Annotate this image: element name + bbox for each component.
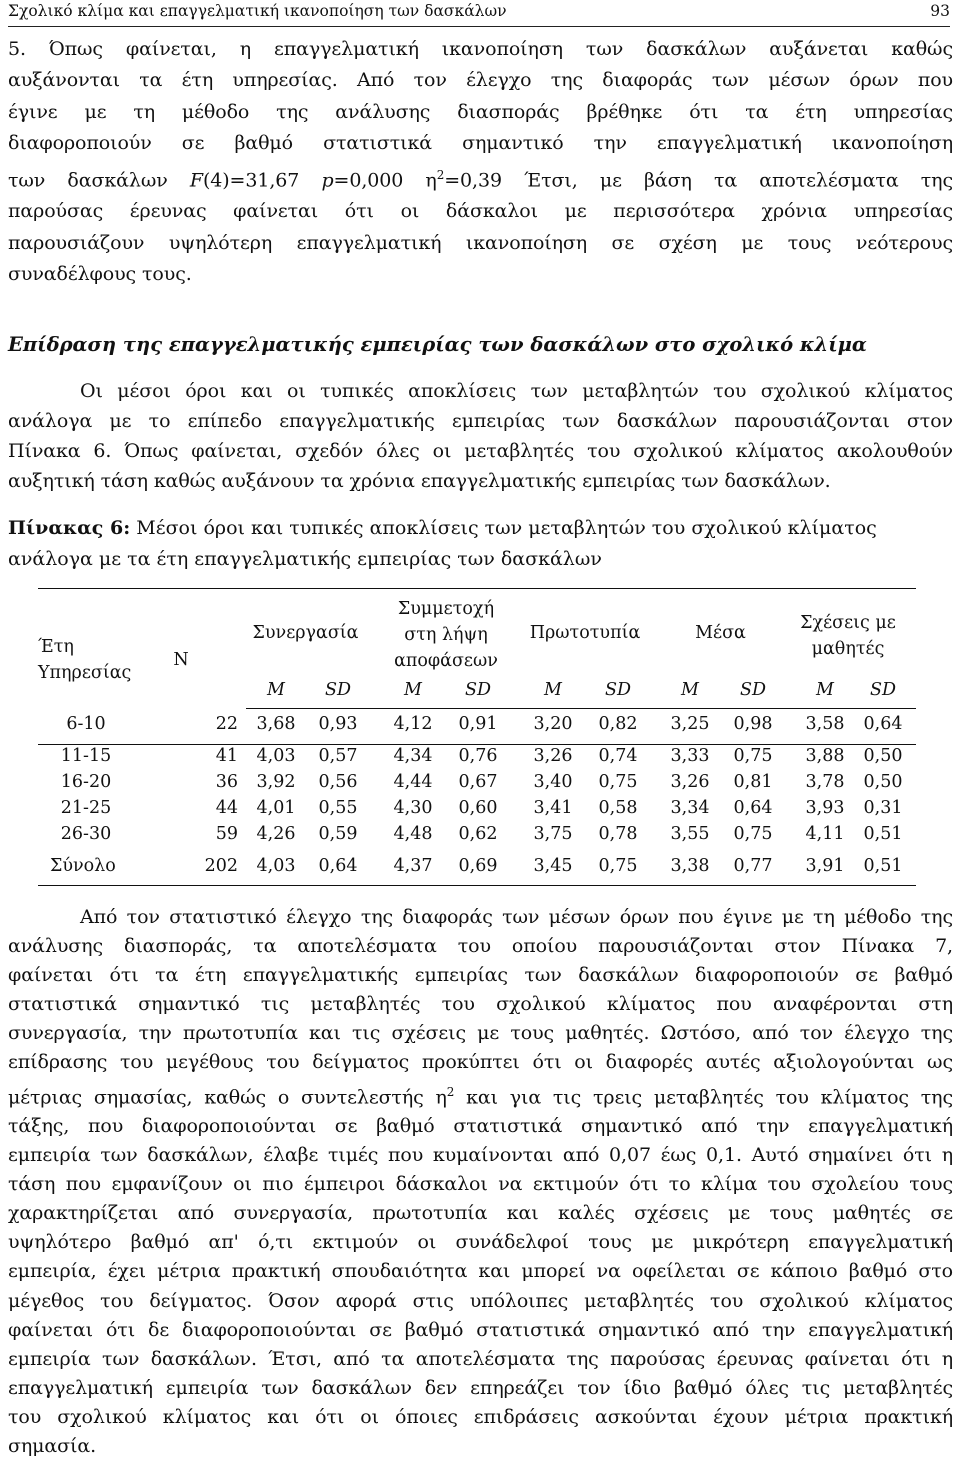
row-mean: 4,03 <box>256 746 296 766</box>
text-line: φαίνεται ότι τα έτη επαγγελματικής εμπειρίας των δασκάλων διαφοροποιούν σε βαθμό <box>8 964 953 987</box>
text-line <box>8 903 953 932</box>
superscript: 2 <box>446 1084 455 1099</box>
row-mean: 3,41 <box>533 798 573 818</box>
row-sd: 0,58 <box>598 798 638 818</box>
row-mean: 4,01 <box>256 798 296 818</box>
row-sd: 0,56 <box>318 772 358 792</box>
text-line: τάση που εμφανίζουν οι πιο έμπειροι δάσκαλοι να εκτιμούν ότι το κλίμα του σχολείου τους <box>8 1173 953 1196</box>
table-top-rule <box>38 588 916 589</box>
text-line: μέγεθος του δείγματος. Όσον αφορά στις υπόλοιπες μεταβλητές του σχολικού κλίματος <box>8 1289 953 1312</box>
row-sd: 0,75 <box>733 824 773 844</box>
header-line: στη λήψη <box>404 625 488 645</box>
row-sd: 0,60 <box>458 798 498 818</box>
row-mean: 3,26 <box>533 746 573 766</box>
text-run: =0,000 η <box>333 168 437 191</box>
paragraph-anova-results <box>8 903 953 1461</box>
text-run: των δασκάλων <box>8 168 190 191</box>
text-run: μέτριας σημασίας, καθώς ο συντελεστής η <box>8 1085 447 1108</box>
text-line: διαφοροποιούν σε βαθμό στατιστικά σημαντικό την επαγγελματική ικανοποίηση <box>8 132 953 155</box>
row-sd: 0,50 <box>863 772 903 792</box>
text-line: αυξητική τάση καθώς αυξάνουν τα χρόνια επαγγελματικής εμπειρίας των δασκάλων. <box>8 470 831 492</box>
text-run: Οι μέσοι όροι και οι τυπικές αποκλίσεις των μεταβλητών του σχολικού κλίματος <box>80 380 953 402</box>
header-line: μαθητές <box>811 639 885 659</box>
subheader-m: M <box>404 680 422 700</box>
superscript: 2 <box>436 167 445 182</box>
row-mean: 4,48 <box>393 824 433 844</box>
text-run: (4)=31,67 <box>202 168 322 191</box>
row-n: 41 <box>215 746 238 766</box>
row-mean: 3,26 <box>670 772 710 792</box>
row-sd: 0,57 <box>318 746 358 766</box>
text-run: =0,39 Έτσι, με βάση τα αποτελέσματα της <box>444 168 953 191</box>
text-line: φαίνεται ότι δε διαφοροποιούνται σε βαθμό στατιστικά σημαντικό από την επαγγελματική <box>8 1318 953 1341</box>
paragraph-table-intro <box>8 376 953 496</box>
header-line: Σχέσεις με <box>800 613 896 633</box>
row-n: 202 <box>204 856 238 876</box>
table-sub-rule <box>246 708 916 709</box>
row-mean: 3,45 <box>533 856 573 876</box>
subheader-sd: SD <box>604 680 632 700</box>
row-sd: 0,81 <box>733 772 773 792</box>
text-line: εμπειρία των δασκάλων, έλαβε τιμές που κυμαίνονται από 0,07 έως 0,1. Αυτό σημαίνει ότι η <box>8 1144 953 1167</box>
text-line: επαγγελματική εμπειρία των δασκάλων δεν επηρεάζει τον ίδιο βαθμό όλες τις μεταβλητές <box>8 1376 953 1399</box>
row-mean: 3,75 <box>533 824 573 844</box>
header-line: Υπηρεσίας <box>38 663 132 683</box>
row-sd: 0,78 <box>598 824 638 844</box>
caption-label: Πίνακας 6: <box>8 517 131 539</box>
row-sd: 0,82 <box>598 714 638 734</box>
text-line: παρούσας έρευνας φαίνεται ότι οι δάσκαλοι με περισσότερα χρόνια υπηρεσίας <box>8 200 953 223</box>
row-mean: 4,37 <box>393 856 433 876</box>
subheader-m: M <box>544 680 562 700</box>
row-mean: 3,40 <box>533 772 573 792</box>
column-header-student-relations <box>788 610 908 662</box>
text-line: του σχολικού κλίματος και ότι οι όποιες επιδράσεις ασκούνται έχουν μέτρια πρακτική <box>8 1405 953 1428</box>
row-mean: 3,91 <box>805 856 845 876</box>
text-line: υψηλότερο βαθμό απ' ό,τι εκτιμούν οι συνάδελφοί τους με μικρότερη επαγγελματική <box>8 1231 953 1254</box>
row-label: 16-20 <box>60 772 112 792</box>
table-bottom-rule <box>38 885 916 886</box>
text-line: σημασία. <box>8 1435 97 1458</box>
row-mean: 3,58 <box>805 714 845 734</box>
row-mean: 3,93 <box>805 798 845 818</box>
column-header-participation <box>381 596 511 674</box>
text-line: χαρακτηρίζεται από συνεργασία, πρωτοτυπία και καλές σχέσεις με τους μαθητές σε <box>8 1202 953 1225</box>
text-line <box>8 376 953 406</box>
subheader-sd: SD <box>464 680 492 700</box>
row-sd: 0,31 <box>863 798 903 818</box>
text-line: παρουσιάζουν υψηλότερη επαγγελματική ικανοποίηση σε σχέση με τους νεότερους <box>8 231 953 254</box>
row-mean: 4,12 <box>393 714 433 734</box>
subheader-sd: SD <box>869 680 897 700</box>
row-mean: 3,88 <box>805 746 845 766</box>
text-line: ανάλογα με το επίπεδο επαγγελματικής εμπειρίας των δασκάλων παρουσιάζονται στον <box>8 410 953 432</box>
row-mean: 3,34 <box>670 798 710 818</box>
row-sd: 0,50 <box>863 746 903 766</box>
text-line: εμπειρία, έχει μέτρια πρακτική σπουδαιότητα και μπορεί να οφείλεται σε κάποιο βαθμό στο <box>8 1260 953 1283</box>
row-sd: 0,93 <box>318 714 358 734</box>
row-mean: 3,38 <box>670 856 710 876</box>
text-run: και για τις τρεις μεταβλητές του κλίματος της <box>454 1085 953 1108</box>
page-number: 93 <box>930 2 950 20</box>
text-line-statistics <box>8 160 953 197</box>
row-mean: 4,30 <box>393 798 433 818</box>
row-mean: 3,55 <box>670 824 710 844</box>
row-sd: 0,67 <box>458 772 498 792</box>
text-line: 5. Όπως φαίνεται, η επαγγελματική ικανοποίηση των δασκάλων αυξάνεται καθώς <box>8 38 953 60</box>
text-line: Πίνακα 6. Όπως φαίνεται, σχεδόν όλες οι μεταβλητές του σχολικού κλίματος ακολουθούν <box>8 440 953 462</box>
text-line: τάξης, που διαφοροποιούνται σε βαθμό στατιστικά σημαντικό από την επαγγελματική <box>8 1114 953 1137</box>
row-label: 6-10 <box>66 714 106 734</box>
row-mean: 4,11 <box>805 824 845 844</box>
row-sd: 0,69 <box>458 856 498 876</box>
row-sd: 0,64 <box>863 714 903 734</box>
row-sd: 0,64 <box>733 798 773 818</box>
row-sd: 0,75 <box>598 772 638 792</box>
column-header-n: Ν <box>173 650 189 670</box>
row-mean: 3,92 <box>256 772 296 792</box>
subheader-m: M <box>816 680 834 700</box>
row-sd: 0,77 <box>733 856 773 876</box>
row-label: Σύνολο <box>50 856 116 876</box>
subheader-m: M <box>681 680 699 700</box>
column-header-years <box>38 634 148 686</box>
row-sd: 0,76 <box>458 746 498 766</box>
row-n: 36 <box>215 772 238 792</box>
text-line: αυξάνονται τα έτη υπηρεσίας. Από τον έλεγχο της διαφοράς των μέσων όρων που <box>8 69 953 92</box>
row-n: 44 <box>215 798 238 818</box>
running-header <box>8 2 950 27</box>
row-mean: 4,44 <box>393 772 433 792</box>
text-line: συναδέλφους τους. <box>8 263 192 286</box>
subheader-sd: SD <box>324 680 352 700</box>
row-sd: 0,51 <box>863 856 903 876</box>
row-sd: 0,91 <box>458 714 498 734</box>
row-mean: 3,68 <box>256 714 296 734</box>
subheader-m: M <box>267 680 285 700</box>
row-label: 21-25 <box>60 798 112 818</box>
header-line: Έτη <box>38 637 74 657</box>
text-line: στατιστικά σημαντικό τις μεταβλητές του σχολικού κλίματος που αναφέρονται στη <box>8 993 953 1016</box>
row-mean: 4,03 <box>256 856 296 876</box>
row-sd: 0,55 <box>318 798 358 818</box>
row-mean: 3,78 <box>805 772 845 792</box>
text-line-eta <box>8 1078 953 1112</box>
row-sd: 0,74 <box>598 746 638 766</box>
row-sd: 0,62 <box>458 824 498 844</box>
text-line: έγινε με τη μέθοδο της ανάλυσης διασποράς βρέθηκε ότι τα έτη υπηρεσίας <box>8 100 953 123</box>
running-title: Σχολικό κλίμα και επαγγελματική ικανοποίηση των δασκάλων <box>8 2 507 20</box>
row-mean: 4,34 <box>393 746 433 766</box>
caption-text: Μέσοι όροι και τυπικές αποκλίσεις των μεταβλητών του σχολικού κλίματος <box>130 517 877 539</box>
header-line: Συμμετοχή <box>397 599 495 619</box>
paragraph-professional-satisfaction <box>8 34 953 291</box>
row-label: 11-15 <box>60 746 112 766</box>
row-n: 59 <box>215 824 238 844</box>
text-line: εμπειρία των δασκάλων. Έτσι, από τα αποτελέσματα της παρούσας έρευνας φαίνεται ότι η <box>8 1347 953 1370</box>
row-sd: 0,75 <box>598 856 638 876</box>
text-line: ανάλυσης διασποράς, τα αποτελέσματα του οποίου παρουσιάζονται στον Πίνακα 7, <box>8 935 953 958</box>
subheader-sd: SD <box>739 680 767 700</box>
row-mean: 4,26 <box>256 824 296 844</box>
text-line: συνεργασία, την πρωτοτυπία και τις σχέσεις με τους μαθητές. Ωστόσο, από τον έλεγχο της <box>8 1022 953 1045</box>
row-sd: 0,75 <box>733 746 773 766</box>
table-caption <box>8 513 948 575</box>
text-line: επίδρασης του μεγέθους του δείγματος προκύπτει ότι οι διαφορές αυτές αξιολογούνται ως <box>8 1051 953 1074</box>
row-mean: 3,25 <box>670 714 710 734</box>
row-sd: 0,59 <box>318 824 358 844</box>
caption-line <box>8 513 948 544</box>
row-n: 22 <box>215 714 238 734</box>
header-line: αποφάσεων <box>394 651 498 671</box>
section-heading: Επίδραση της επαγγελματικής εμπειρίας των δασκάλων στο σχολικό κλίμα <box>8 333 867 356</box>
row-mean: 3,20 <box>533 714 573 734</box>
row-sd: 0,64 <box>318 856 358 876</box>
f-symbol: F <box>189 168 203 191</box>
text-run: Από τον στατιστικό έλεγχο της διαφοράς των μέσων όρων που έγινε με τη μέθοδο της <box>80 906 953 928</box>
row-sd: 0,98 <box>733 714 773 734</box>
caption-line: ανάλογα με τα έτη επαγγελματικής εμπειρίας των δασκάλων <box>8 548 602 570</box>
table-mid-rule <box>38 744 916 745</box>
row-mean: 3,33 <box>670 746 710 766</box>
p-symbol: p <box>321 168 334 191</box>
row-label: 26-30 <box>60 824 112 844</box>
column-header-innovation: Πρωτοτυπία <box>529 623 641 643</box>
column-header-cooperation: Συνεργασία <box>252 623 359 643</box>
row-sd: 0,51 <box>863 824 903 844</box>
column-header-resources: Μέσα <box>695 623 746 643</box>
